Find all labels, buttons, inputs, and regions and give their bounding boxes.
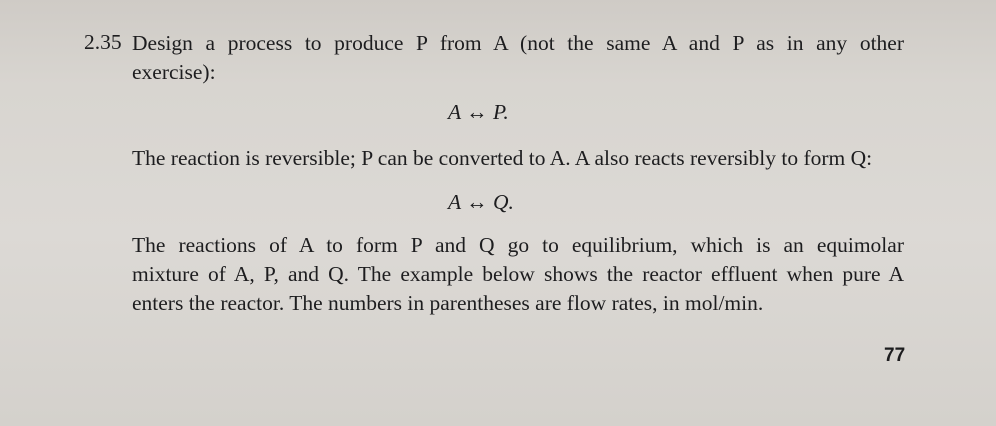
bleed-through-text <box>70 0 770 14</box>
problem-intro-line-2: exercise): <box>132 60 216 84</box>
problem-intro-line-1: Design a process to produce P from A (not the same A and P as in any other <box>132 31 904 55</box>
paragraph-line-1: The reactions of A to form P and Q go to equilibrium, which is an equimolar <box>132 233 904 257</box>
paragraph-line-3: enters the reactor. The numbers in parentheses are flow rates, in mol/min. <box>132 291 764 315</box>
equation-a-q: A ↔ Q. <box>448 190 514 214</box>
equation-a-p: A ↔ P. <box>448 100 509 124</box>
problem-number: 2.35 <box>84 30 122 54</box>
page-number: 77 <box>884 345 906 366</box>
reversible-statement: The reaction is reversible; P can be converted to A. A also reacts reversibly to form Q: <box>132 146 873 170</box>
paragraph-line-2: mixture of A, P, and Q. The example below shows the reactor effluent when pure A <box>132 262 904 286</box>
